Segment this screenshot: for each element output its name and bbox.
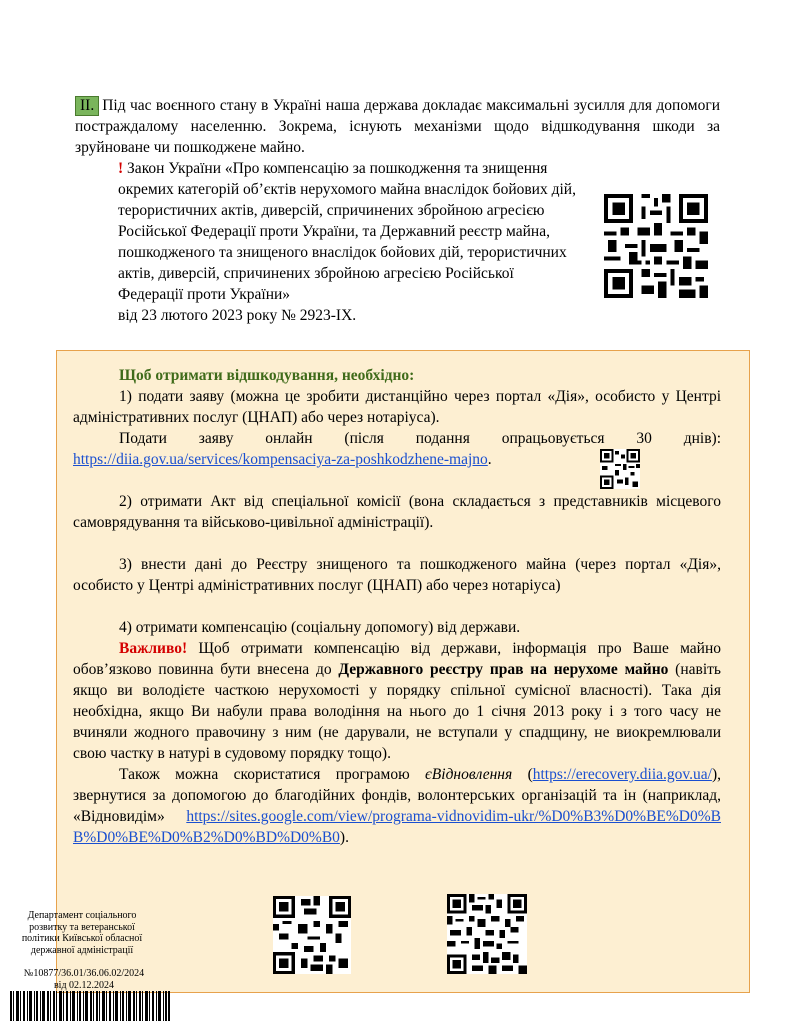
- section-text: Під час воєнного стану в Україні наша держава докладає максимальні зусилля для допомоги постраждалому населенню. Зокрема, існують механізми щодо відшкодування шкоди за зруйноване чи пошкоджене майно.: [75, 97, 720, 156]
- law-date: від 23 лютого 2023 року № 2923-IX.: [118, 307, 357, 324]
- important-label: Важливо!: [119, 640, 188, 657]
- vidnovidim-link[interactable]: https://sites.google.com/view/programa-vidnovidim-ukr/%D0%B3%D0%BE%D0%BB%D0%BE%D0%B2%D0%BD%D0%B0: [73, 808, 721, 846]
- erecovery-link[interactable]: https://erecovery.diia.gov.ua/: [532, 766, 712, 783]
- step-2: 2) отримати Акт від спеціальної комісії (вона складається з представників місцевого самоврядування та військово-цивільної адміністрації).: [73, 493, 721, 531]
- law-reference: [118, 158, 578, 326]
- step-1: 1) подати заяву (можна це зробити дистанційно через портал «Дія», особисто у Центрі адміністративних послуг (ЦНАП) або через нотаріуса).: [73, 388, 721, 426]
- important-text-2: (навіть якщо ви володієте часткою нерухомості у порядку спільної сумісної власності). Така дія необхідна, якщо Ви набули права володіння на нього до 1 січня 2013 року і з того часу не вчиняли жодного правочину з ним (не дарували, не вступали у спадщину, не виокремлювали свою частку в натурі в судовому порядку тощо).: [73, 661, 721, 762]
- department-name: Департамент соціального розвитку та ветеранської політики Київської обласної державної адміністрації: [21, 910, 143, 956]
- step-4: 4) отримати компенсацію (соціальну допомогу) від держави.: [119, 619, 521, 636]
- important-text-1: Щоб отримати компенсацію від держави, інформація про Ваше майно обов’язково повинна бути внесена до: [73, 640, 721, 678]
- registration-info: [14, 968, 154, 991]
- also-text-3: ), звернутися за допомогою до благодійних фондів, волонтерських організацій та ін (наприклад, «Відновидім»: [73, 766, 721, 825]
- online-intro: Подати заяву онлайн (після подання опрацьовується 30 днів):: [119, 430, 721, 447]
- diia-link[interactable]: https://diia.gov.ua/services/kompensaciya-za-poshkodzhene-majno: [73, 451, 488, 468]
- also-paragraph: [73, 764, 721, 848]
- compensation-info-box: [56, 350, 750, 993]
- box-heading: Щоб отримати відшкодування, необхідно:: [119, 367, 415, 384]
- also-end: ).: [339, 829, 349, 846]
- section-ii-paragraph: [75, 95, 720, 158]
- vidnovidim-qr-code-icon: [447, 894, 527, 974]
- erecovery-qr-code-icon: [273, 896, 351, 974]
- registration-number: №10877/36.01/36.06.02/2024: [23, 968, 145, 979]
- exclamation-icon: !: [118, 160, 124, 177]
- online-end: .: [487, 451, 492, 468]
- step-3: 3) внести дані до Реєстру знищеного та пошкодженого майна (через портал «Дія», особисто у Центрі адміністративних послуг (ЦНАП) або через нотаріуса): [73, 556, 721, 594]
- law-title: Закон України «Про компенсацію за пошкодження та знищення окремих категорій об’єктів нерухомого майна внаслідок бойових дій, терористичних актів, диверсій, спричинених збройною агресією Російської Федерації проти України, та Державний реєстр майна, пошкодженого та знищеного внаслідок бойових дій, терористичних актів, диверсій, спричинених збройною агресією Російської Федерації проти України»: [118, 160, 576, 303]
- also-text-2: (: [512, 766, 533, 783]
- registry-name: Державного реєстру прав на нерухоме майно: [338, 661, 669, 678]
- diia-qr-code-icon: [600, 449, 640, 489]
- program-name: єВідновлення: [425, 766, 513, 783]
- qr-code-icon: [604, 194, 708, 298]
- registration-date: від 02.12.2024: [53, 979, 115, 991]
- also-text-1: Також можна скористатися програмою: [119, 766, 426, 783]
- section-number-badge: II.: [75, 96, 99, 116]
- barcode-icon: [10, 991, 170, 1021]
- important-paragraph: [73, 638, 721, 764]
